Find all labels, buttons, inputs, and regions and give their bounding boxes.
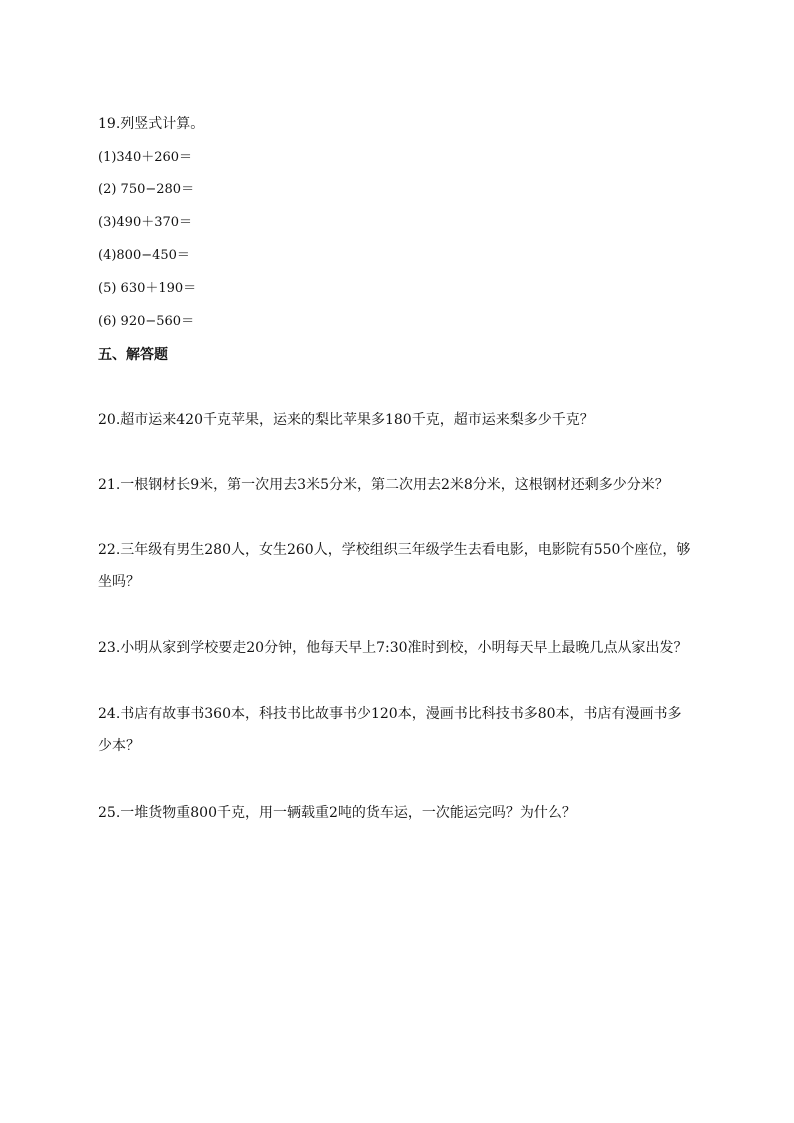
calc-item-5: (5) 630＋190＝ (98, 281, 197, 296)
question-20: 20.超市运来420千克苹果，运来的梨比苹果多180千克，超市运来梨多少千克？ (98, 412, 594, 428)
question-19-title: 19.列竖式计算。 (98, 116, 205, 132)
question-24-line-1: 24.书店有故事书360本，科技书比故事书少120本，漫画书比科技书多80本，书店有漫画书多 (98, 706, 682, 722)
question-25: 25.一堆货物重800千克，用一辆载重2吨的货车运，一次能运完吗？为什么？ (98, 805, 576, 821)
calc-item-6: (6) 920−560＝ (98, 314, 195, 329)
calc-item-3: (3)490＋370＝ (98, 215, 193, 230)
section-heading: 五、解答题 (98, 347, 168, 363)
question-21: 21.一根钢材长9米，第一次用去3米5分米，第二次用去2米8分米，这根钢材还剩多少分米？ (98, 477, 669, 493)
question-22-line-1: 22.三年级有男生280人，女生260人，学校组织三年级学生去看电影，电影院有550个座位，够 (98, 542, 691, 558)
calc-item-1: (1)340＋260＝ (98, 150, 193, 165)
question-24-line-2: 少本？ (98, 738, 140, 754)
question-23: 23.小明从家到学校要走20分钟，他每天早上7:30准时到校，小明每天早上最晚几点从家出发？ (98, 640, 688, 656)
question-22-line-2: 坐吗？ (98, 574, 140, 590)
calc-item-4: (4)800−450＝ (98, 248, 190, 263)
calc-item-2: (2) 750−280＝ (98, 182, 195, 197)
